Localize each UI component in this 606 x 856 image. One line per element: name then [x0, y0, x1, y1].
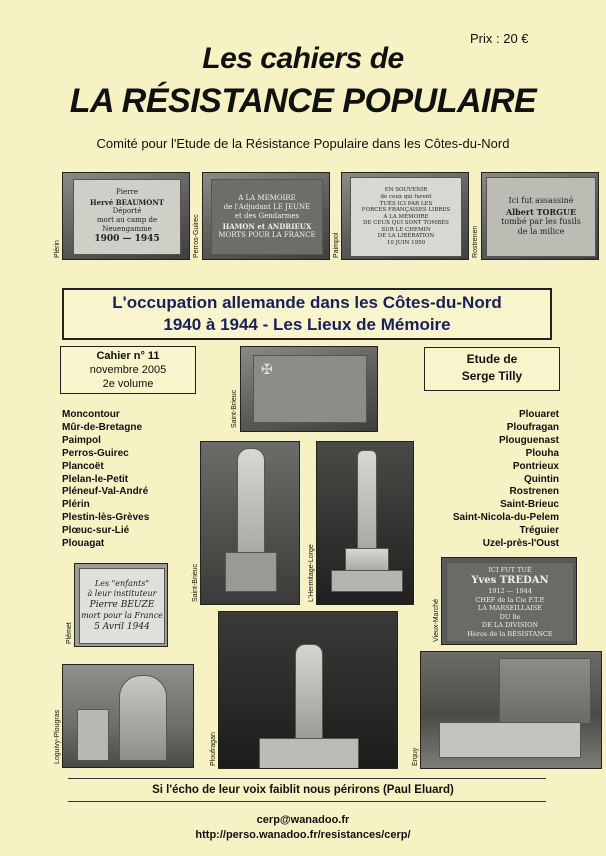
- list-item: Plestin-lès-Grèves: [62, 512, 150, 524]
- list-item: Plancoët: [62, 460, 104, 472]
- caption-erquy: Erquy: [412, 747, 419, 766]
- contact-email[interactable]: cerp@wanadoo.fr: [256, 814, 350, 826]
- footer-rule-bottom: [68, 801, 546, 802]
- caption-perros-guirec: Perros-Guirec: [193, 214, 200, 258]
- list-item: Pléneuf-Val-André: [62, 486, 149, 498]
- caption-ploufragan: Ploufragan: [210, 732, 217, 766]
- list-item: Ploufragan: [506, 421, 559, 433]
- caption-hermitage: L'Hermitage-Lorge: [308, 544, 315, 602]
- list-item: Uzel-près-l'Oust: [482, 538, 559, 550]
- issue-volume: 2e volume: [102, 378, 154, 390]
- list-item: Plérin: [62, 499, 90, 511]
- list-item: Plouha: [525, 447, 559, 459]
- memorial-wall: [499, 658, 591, 724]
- photo-loguivy-monument: [62, 664, 194, 768]
- list-item: Perros-Guirec: [62, 447, 129, 459]
- photo-perros-guirec-plaque: [202, 172, 330, 260]
- footer-rule-top: [68, 778, 546, 779]
- list-item: Pontrieux: [512, 460, 559, 472]
- list-item: Plouagat: [62, 538, 105, 550]
- cross-of-lorraine-icon: ✠: [261, 361, 273, 377]
- issue-box: [60, 346, 196, 394]
- photo-hermitage-monument: [316, 441, 414, 605]
- photo-erquy-memorial: [420, 651, 602, 769]
- caption-saint-brieuc-statue: Saint-Brieuc: [192, 563, 199, 602]
- author-label: Etude de: [466, 352, 518, 366]
- website-url[interactable]: http://perso.wanadoo.fr/resistances/cerp/: [195, 829, 411, 841]
- eluard-quote: Si l'écho de leur voix faiblit nous périrons (Paul Eluard): [152, 784, 454, 796]
- stone-block: [77, 709, 109, 761]
- caption-plerin: Plérin: [54, 240, 61, 258]
- issue-number: Cahier n° 11: [96, 350, 160, 362]
- headline-box: [62, 288, 552, 340]
- obelisk-base: [345, 548, 389, 572]
- list-item: Mûr-de-Bretagne: [62, 421, 143, 433]
- series-title: Les cahiers de: [202, 42, 404, 75]
- statue-figure: [237, 448, 265, 558]
- photo-rostrenen-plaque: [481, 172, 599, 260]
- obelisk: [357, 450, 377, 552]
- caption-plemet: Plémet: [66, 622, 73, 644]
- stone-stele: [119, 675, 167, 761]
- list-item: Plœuc-sur-Lié: [62, 525, 130, 537]
- statue-pedestal: [225, 552, 277, 592]
- headline-line2: 1940 à 1944 - Les Lieux de Mémoire: [163, 315, 451, 334]
- series-title-main: LA RÉSISTANCE POPULAIRE: [69, 82, 537, 120]
- list-item: Saint-Brieuc: [500, 499, 559, 511]
- caption-saint-brieuc-plaque: Saint-Brieuc: [231, 389, 238, 428]
- plaque-rostrenen: Ici fut assassiné Albert TORGUE tombé par les fusils de la milice: [486, 177, 596, 257]
- author-box: [424, 347, 560, 391]
- issue-date: novembre 2005: [89, 364, 167, 376]
- list-item: Saint-Nicola-du-Pelem: [452, 512, 559, 524]
- caption-loguivy: Loguivy-Plougras: [54, 709, 61, 764]
- plaque-tredan: ICI FUT TUÉ Yves TREDAN 1912 — 1944 CHEF de la Cie F.T.P. LA MARSEILLAISE DU 8e DE LA DIVISION Héros de la RÉSISTANCE: [446, 562, 574, 642]
- price-label: Prix : 20 €: [470, 31, 529, 46]
- caption-vieux-marche: Vieux-Marché: [433, 598, 440, 642]
- plaque-paimpol: EN SOUVENIR de ceux qui furent TUÉS ICI PAR LES FORCES FRANÇAISES LIBRES A LA MÉMOIRE DE CEUX QUI SONT TOMBÉS SUR LE CHEMIN DE LA LIBÉRATION 10 JUIN 1950: [350, 177, 462, 257]
- photo-ploufragan-monument: [218, 611, 398, 769]
- committee-subtitle: Comité pour l'Etude de la Résistance Populaire dans les Côtes-du-Nord: [96, 136, 510, 151]
- photo-plerin-plaque: [62, 172, 190, 260]
- list-item: Rostrenen: [509, 486, 559, 498]
- photo-saint-brieuc-plaque: [240, 346, 378, 432]
- photo-paimpol-plaque: [341, 172, 469, 260]
- list-item: Tréguier: [519, 525, 559, 537]
- caption-rostrenen: Rostrenen: [472, 225, 479, 258]
- list-item: Plouaret: [518, 409, 559, 420]
- photo-saint-brieuc-statue: [200, 441, 300, 605]
- plaque-perros-guirec: A LA MEMOIRE de l'Adjudant LE JEUNE et des Gendarmes HAMON et ANDRIEUX MORTS POUR LA FRANCE: [211, 179, 323, 255]
- photo-plemet-plaque: [74, 563, 168, 647]
- list-item: Plouguenast: [498, 434, 559, 446]
- caption-paimpol: Paimpol: [333, 232, 340, 258]
- memorial-slab: [439, 722, 581, 758]
- obelisk-ploufragan-base: [259, 738, 359, 769]
- list-item: Plelan-le-Petit: [62, 473, 129, 485]
- towns-list-right: [453, 409, 559, 551]
- list-item: Quintin: [524, 473, 559, 485]
- towns-list-left: [62, 409, 149, 551]
- obelisk-steps: [331, 570, 403, 592]
- list-item: Moncontour: [62, 409, 120, 420]
- plaque-plerin: Pierre Hervé BEAUMONT Déporté mort au camp de Neuengamme 1900 — 1945: [73, 179, 181, 255]
- photo-tredan-plaque: [441, 557, 577, 645]
- headline-line1: L'occupation allemande dans les Côtes-du-Nord: [112, 293, 502, 312]
- obelisk-ploufragan: [295, 644, 323, 742]
- list-item: Paimpol: [62, 434, 101, 446]
- plaque-plemet: Les "enfants" à leur instituteur Pierre BEUZE mort pour la France 5 Avril 1944: [79, 568, 165, 644]
- author-name: Serge Tilly: [461, 369, 523, 383]
